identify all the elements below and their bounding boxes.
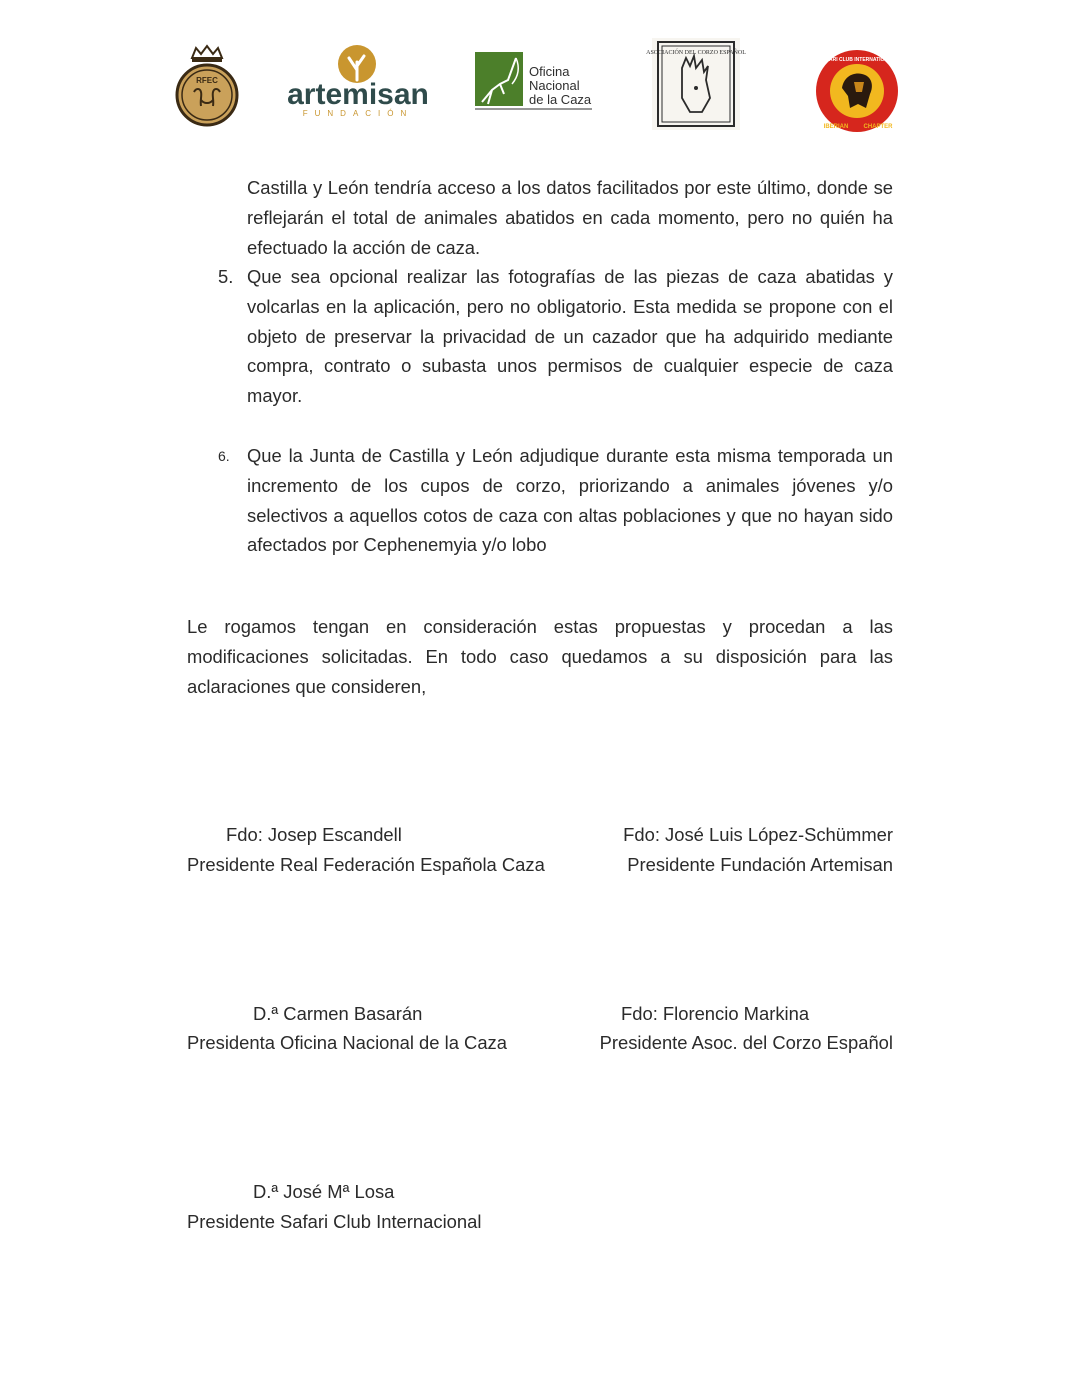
- signature-title: Presidente Asoc. del Corzo Español: [599, 1032, 893, 1053]
- sci-logo-top: SAFARI CLUB INTERNATIONAL: [819, 57, 895, 63]
- oficina-nacional-caza-logo: [474, 50, 594, 112]
- sci-logo-left: IBERIAN: [823, 124, 849, 130]
- signature-name: Fdo: José Luis López-Schümmer: [623, 824, 893, 845]
- logo-bar: [0, 0, 1080, 150]
- rfec-logo-text: RFEC: [196, 76, 218, 85]
- safari-club-logo: [814, 48, 900, 134]
- onc-logo-line2: Nacional: [529, 78, 580, 93]
- signature-title: Presidente Real Federación Española Caza: [187, 854, 545, 875]
- signature-title: Presidente Fundación Artemisan: [627, 854, 893, 875]
- signature-name: Fdo: Florencio Markina: [621, 1003, 810, 1024]
- rfec-logo: [174, 44, 240, 128]
- signature-name: D.ª José Mª Losa: [253, 1181, 395, 1202]
- onc-logo-line1: Oficina: [529, 64, 570, 79]
- closing-paragraph: Le rogamos tengan en consideración estas propuestas y procedan a las modificaciones solicitadas. En todo caso quedamos a su disposición para las aclaraciones que consideren,: [187, 616, 893, 697]
- artemisan-logo: [288, 44, 428, 118]
- onc-logo-line3: de la Caza: [529, 92, 592, 107]
- corzo-logo-text: ASOCIACIÓN DEL CORZO ESPAÑOL: [646, 50, 746, 56]
- list-item-number: 6.: [218, 448, 230, 464]
- signature-name: Fdo: Josep Escandell: [226, 824, 402, 845]
- artemisan-logo-name: artemisan: [287, 78, 429, 111]
- sci-logo-right: CHAPTER: [863, 124, 893, 130]
- artemisan-logo-sub: FUNDACIÓN: [302, 109, 414, 118]
- continuation-paragraph: Castilla y León tendría acceso a los datos facilitados por este último, donde se reflejarán el total de animales abatidos en cada momento, pero no quién ha efectuado la acción de caza.: [247, 177, 893, 258]
- signature-name: D.ª Carmen Basarán: [253, 1003, 423, 1024]
- list-item-text: Que sea opcional realizar las fotografías de las piezas de caza abatidas y volcarlas en la aplicación, pero no obligatorio. Esta medida se propone con el objeto de preservar la privacidad de un cazador que ha adquirido mediante compra, contrato o subasta unos permisos de cualquier especie de caza mayor.: [247, 266, 893, 407]
- list-item-number: 5.: [218, 266, 234, 287]
- corzo-espanol-logo: [646, 38, 746, 130]
- list-item-text: Que la Junta de Castilla y León adjudique durante esta misma temporada un incremento de los cupos de corzo, priorizando a animales jóvenes y/o selectivos a aquellos cotos de caza con altas poblaciones y que no hayan sido afectados por Cephenemyia y/o lobo: [247, 445, 893, 556]
- signature-title: Presidenta Oficina Nacional de la Caza: [187, 1032, 507, 1053]
- signature-title: Presidente Safari Club Internacional: [187, 1211, 482, 1232]
